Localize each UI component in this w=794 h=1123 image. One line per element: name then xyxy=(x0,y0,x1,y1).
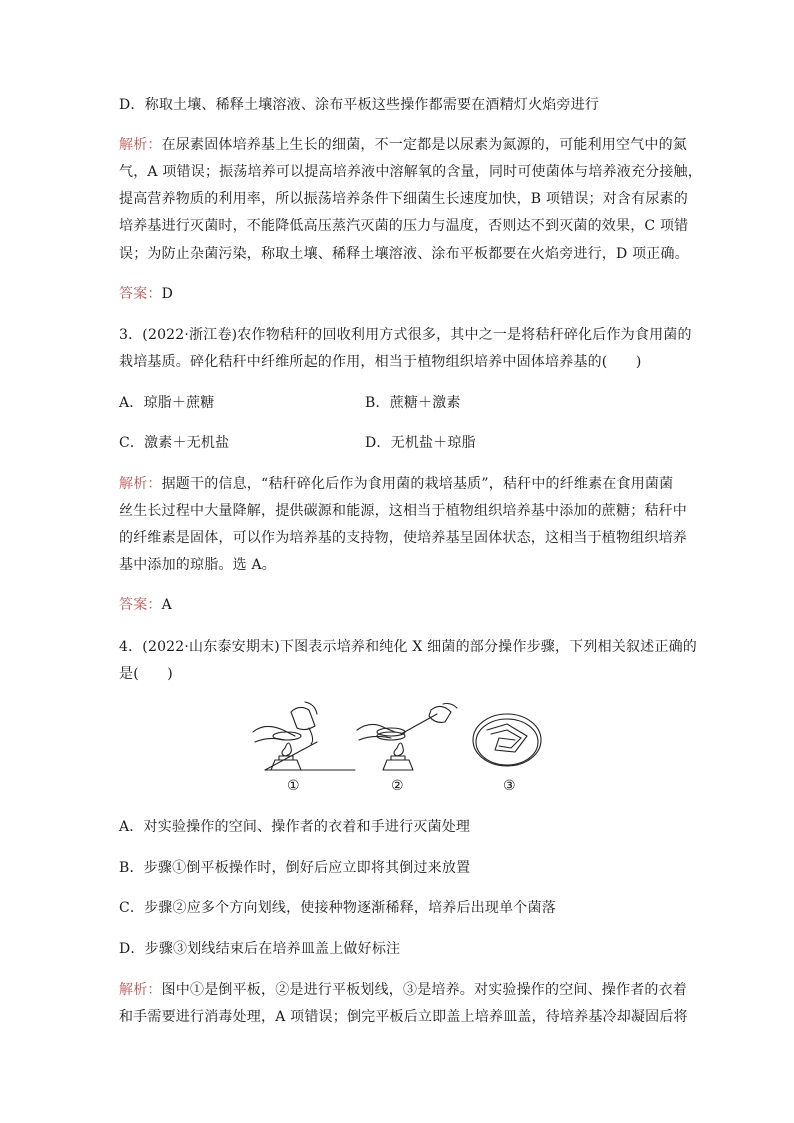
q3-stem-line-1: 3．(2022·浙江卷)农作物秸秆的回收利用方式很多，其中之一是将秸秆碎化后作为食用菌的 xyxy=(119,327,692,343)
q2-analysis-line-1: 解析：在尿素固体培养基上生长的细菌，不一定都是以尿素为氮源的，可能利用空气中的氮 xyxy=(119,137,688,153)
answer-label: 答案： xyxy=(119,597,162,613)
q3-stem-line-2: 栽培基质。碎化秸秆中纤维所起的作用，相当于植物组织培养中固体培养基的( ) xyxy=(119,354,642,370)
q4-analysis-line-1: 解析：图中①是倒平板，②是进行平板划线，③是培养。对实验操作的空间、操作者的衣着 xyxy=(119,982,688,998)
petri-dish-drawing xyxy=(473,714,541,766)
q2-analysis-line-3: 提高营养物质的利用率，所以振荡培养条件下细菌生长速度加快，B 项错误；对含有尿素的 xyxy=(119,191,688,207)
q3-option-b: B．蔗糖＋激素 xyxy=(365,395,461,411)
q3-answer: 答案：A xyxy=(119,597,172,613)
figure-label-1: ① xyxy=(287,778,300,794)
q3-analysis-line-3: 的纤维素是固体，可以作为培养基的支持物，使培养基呈固体状态，这相当于植物组织培养 xyxy=(119,530,687,546)
analysis-label: 解析： xyxy=(119,476,162,492)
analysis-label: 解析： xyxy=(119,137,162,153)
q4-option-c: C．步骤②应多个方向划线，使接种物逐渐稀释，培养后出现单个菌落 xyxy=(119,900,556,916)
lab-procedure-figure xyxy=(245,700,545,795)
analysis-label: 解析： xyxy=(119,982,162,998)
q4-option-a: A．对实验操作的空间、操作者的衣着和手进行灭菌处理 xyxy=(119,819,471,835)
q4-option-b: B．步骤①倒平板操作时，倒好后应立即将其倒过来放置 xyxy=(119,860,471,876)
q2-analysis-line-2: 气，A 项错误；振荡培养可以提高培养液中溶解氧的含量，同时可使菌体与培养液充分接触， xyxy=(119,164,702,180)
q3-option-c: C．激素＋无机盐 xyxy=(119,435,230,451)
q2-option-d: D．称取土壤、稀释土壤溶液、涂布平板这些操作都需要在酒精灯火焰旁进行 xyxy=(119,97,600,113)
q3-options-row-1 xyxy=(119,393,689,413)
q4-analysis-line-2: 和手需要进行消毒处理，A 项错误；倒完平板后立即盖上培养皿盖，待培养基冷却凝固后将 xyxy=(119,1009,688,1025)
q2-analysis-line-4: 培养基进行灭菌时，不能降低高压蒸汽灭菌的压力与温度，否则达不到灭菌的效果，C 项错 xyxy=(119,218,689,234)
pour-plate-drawing xyxy=(253,702,355,770)
q2-answer: 答案：D xyxy=(119,286,174,302)
q4-stem-line-1: 4．(2022·山东泰安期末)下图表示培养和纯化 X 细菌的部分操作步骤，下列相关叙述正确的 xyxy=(119,639,697,655)
figure-label-3: ③ xyxy=(503,778,516,794)
q2-analysis-line-5: 误；为防止杂菌污染，称取土壤、稀释土壤溶液、涂布平板都要在火焰旁进行，D 项正确。 xyxy=(119,246,689,262)
q3-analysis-line-2: 丝生长过程中大量降解，提供碳源和能源，这相当于植物组织培养基中添加的蔗糖；秸秆中 xyxy=(119,503,687,519)
q3-analysis-line-1: 解析：据题干的信息，“秸秆碎化后作为食用菌的栽培基质”，秸秆中的纤维素在食用菌菌 xyxy=(119,476,674,492)
q3-option-d: D．无机盐＋琼脂 xyxy=(365,435,476,451)
answer-label: 答案： xyxy=(119,286,162,302)
lab-procedure-illustration xyxy=(245,700,545,780)
q3-analysis-line-4: 基中添加的琼脂。选 A。 xyxy=(119,557,276,573)
q3-options-row-2 xyxy=(119,433,689,453)
figure-label-2: ② xyxy=(391,778,404,794)
q3-option-a: A．琼脂＋蔗糖 xyxy=(119,395,215,411)
q4-stem-line-2: 是( ) xyxy=(119,666,173,682)
streak-plate-drawing xyxy=(357,704,457,771)
q4-option-d: D．步骤③划线结束后在培养皿盖上做好标注 xyxy=(119,941,401,957)
